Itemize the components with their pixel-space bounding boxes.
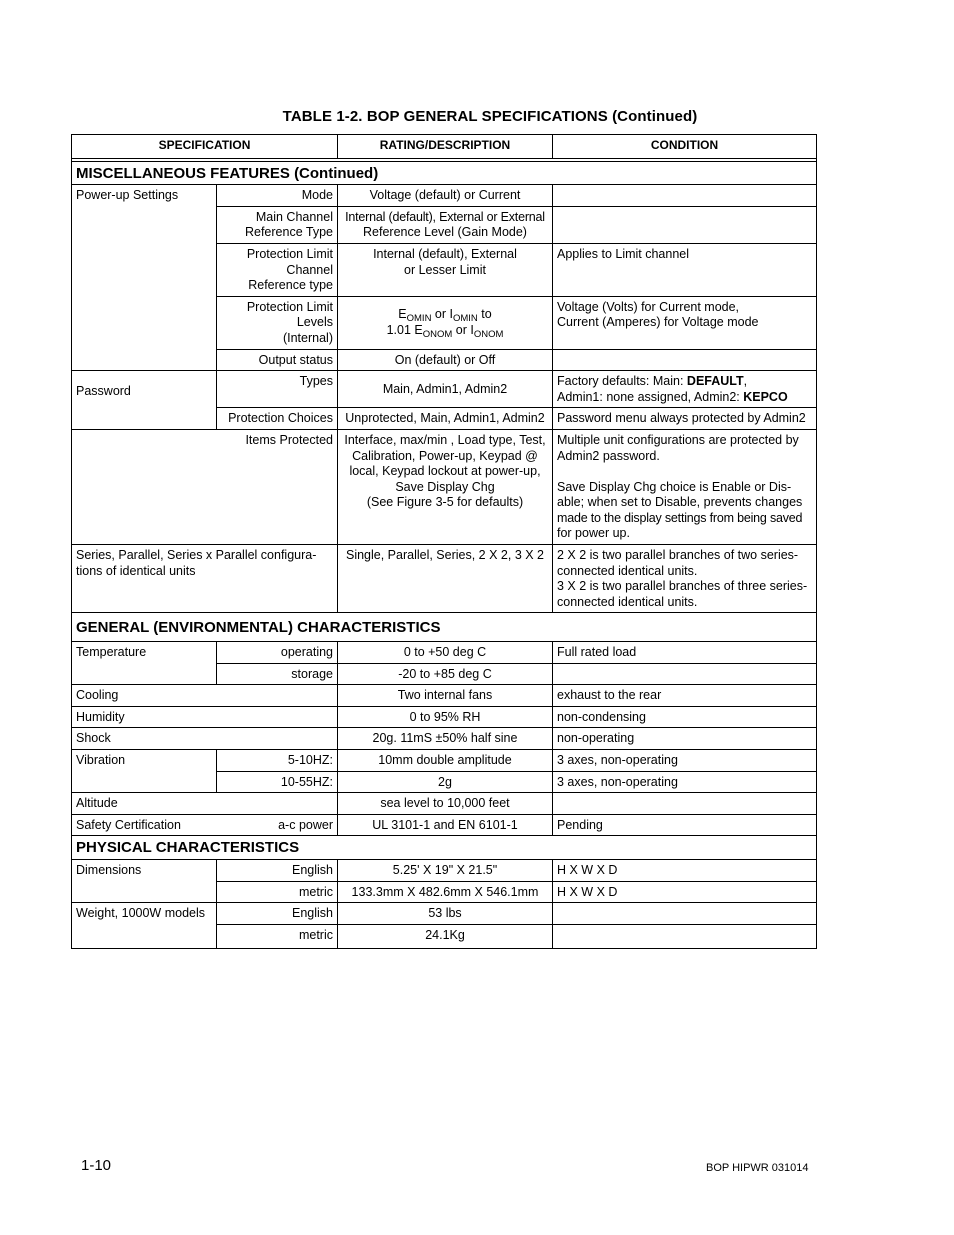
- cond-prot-choices: Password menu always protected by Admin2: [553, 408, 817, 430]
- cond-humidity: non-condensing: [553, 706, 817, 728]
- section-general: [72, 613, 817, 642]
- text-line: (Internal): [282, 330, 333, 345]
- rating-shock: 20g. 11mS ±50% half sine: [338, 728, 553, 750]
- cond-operating: Full rated load: [553, 642, 817, 664]
- text-line: Levels: [296, 315, 333, 330]
- spec-mode: Mode: [217, 185, 338, 207]
- text: E: [398, 306, 407, 321]
- spec-types: Types: [217, 371, 338, 408]
- spec-wt-metric: metric: [217, 924, 338, 949]
- section-misc: [72, 161, 817, 185]
- subscript: ONOM: [422, 329, 453, 341]
- rating-safety: UL 3101-1 and EN 6101-1: [338, 814, 553, 836]
- cond-cooling: exhaust to the rear: [553, 685, 817, 707]
- text-line: Admin2 password.: [557, 448, 660, 463]
- default-password: DEFAULT: [686, 374, 744, 389]
- spec-temperature: Temperature: [72, 642, 217, 685]
- text-line: Multiple unit configurations are protected by: [557, 432, 799, 447]
- text-line: 3 X 2 is two parallel branches of three series-: [557, 579, 808, 594]
- cond-altitude: [553, 793, 817, 815]
- spec-power-up: Power-up Settings: [72, 185, 217, 371]
- table-row: [72, 793, 817, 815]
- text-line: Voltage (Volts) for Current mode,: [557, 299, 740, 314]
- spec-output-status: Output status: [217, 349, 338, 371]
- text-line: made to the display settings from being saved: [557, 510, 803, 525]
- spec-items-protected: Items Protected: [72, 429, 338, 544]
- text-line: [557, 374, 812, 390]
- cond-series: [553, 545, 817, 613]
- cond-shock: non-operating: [553, 728, 817, 750]
- text: or I: [452, 323, 474, 338]
- spec-shock: Shock: [72, 728, 338, 750]
- rating-types: Main, Admin1, Admin2: [338, 371, 553, 408]
- header-condition: CONDITION: [553, 135, 817, 159]
- rating-wt-english: 53 lbs: [338, 903, 553, 925]
- rating-main-ref: [338, 206, 553, 243]
- spec-main-ref: [217, 206, 338, 243]
- spec-altitude: Altitude: [72, 793, 338, 815]
- table-row: [72, 642, 817, 664]
- cond-vib1: 3 axes, non-operating: [553, 750, 817, 772]
- spec-password: Password: [72, 371, 217, 430]
- cond-output-status: [553, 349, 817, 371]
- cond-safety: Pending: [553, 814, 817, 836]
- subscript: OMIN: [406, 312, 432, 324]
- spec-operating: operating: [217, 642, 338, 664]
- table-row: [72, 706, 817, 728]
- table-row: [72, 728, 817, 750]
- text-line: or Lesser Limit: [404, 262, 486, 277]
- rating-prot-levels: [338, 296, 553, 349]
- table-row: [72, 371, 817, 408]
- text-line: Main Channel: [255, 209, 333, 224]
- text: to: [477, 306, 492, 321]
- text-line: tions of identical units: [76, 563, 196, 578]
- table-row: [72, 814, 817, 836]
- cond-prot-ref: Applies to Limit channel: [553, 243, 817, 296]
- cond-vib2: 3 axes, non-operating: [553, 771, 817, 793]
- text-line: Calibration, Power-up, Keypad @: [352, 448, 538, 463]
- cond-main-ref: [553, 206, 817, 243]
- rating-humidity: 0 to 95% RH: [338, 706, 553, 728]
- section-physical: [72, 836, 817, 860]
- spec-vibration: Vibration: [72, 750, 217, 793]
- cond-wt-metric: [553, 924, 817, 949]
- rating-mode: Voltage (default) or Current: [338, 185, 553, 207]
- header-specification: SPECIFICATION: [72, 135, 338, 159]
- rating-prot-choices: Unprotected, Main, Admin1, Admin2: [338, 408, 553, 430]
- table-row: [72, 545, 817, 613]
- text-line: Internal (default), External or External: [345, 209, 545, 224]
- cond-prot-levels: [553, 296, 817, 349]
- spec-dim-english: English: [217, 859, 338, 881]
- rating-dim-english: 5.25' X 19" X 21.5": [338, 859, 553, 881]
- spec-wt-english: English: [217, 903, 338, 925]
- text: Admin1: none assigned, Admin2:: [557, 389, 744, 404]
- table-row: [72, 185, 817, 207]
- cond-dim-english: H X W X D: [553, 859, 817, 881]
- spec-safety: Safety Certification: [72, 814, 217, 836]
- section-title: MISCELLANEOUS FEATURES (Continued): [72, 161, 817, 185]
- cond-wt-english: [553, 903, 817, 925]
- spec-weight: Weight, 1000W models: [72, 903, 217, 949]
- text-line: Series, Parallel, Series x Parallel configura-: [76, 548, 317, 563]
- spec-safety-sub: a-c power: [217, 814, 338, 836]
- spec-prot-ref: [217, 243, 338, 296]
- section-title: GENERAL (ENVIRONMENTAL) CHARACTERISTICS: [72, 613, 817, 642]
- spec-dimensions: Dimensions: [72, 859, 217, 902]
- table-row: [72, 685, 817, 707]
- text-line: Reference type: [248, 278, 333, 293]
- spec-prot-choices: Protection Choices: [217, 408, 338, 430]
- cond-types: [553, 371, 817, 408]
- cond-mode: [553, 185, 817, 207]
- spec-vib2: 10-55HZ:: [217, 771, 338, 793]
- text-line: Protection Limit Channel: [246, 246, 333, 277]
- section-title: PHYSICAL CHARACTERISTICS: [72, 836, 817, 860]
- text: ,: [743, 374, 748, 389]
- table-row: [72, 859, 817, 881]
- text-line: 2 X 2 is two parallel branches of two series-: [557, 548, 799, 563]
- subscript: OMIN: [452, 312, 478, 324]
- spec-vib1: 5-10HZ:: [217, 750, 338, 772]
- table-row: [72, 750, 817, 772]
- text-line: Save Display Chg choice is Enable or Dis-: [557, 479, 792, 494]
- text-line: [557, 390, 812, 406]
- text-line: Reference Type: [244, 225, 333, 240]
- text-line: [557, 464, 812, 480]
- doc-id: BOP HIPWR 031014: [706, 1162, 809, 1174]
- cond-items-protected: [553, 429, 817, 544]
- spec-cooling: Cooling: [72, 685, 338, 707]
- rating-operating: 0 to +50 deg C: [338, 642, 553, 664]
- text-line: connected identical units.: [557, 563, 698, 578]
- text: or I: [431, 306, 453, 321]
- text-line: Save Display Chg: [395, 479, 495, 494]
- text-line: for power up.: [557, 526, 630, 541]
- cond-dim-metric: H X W X D: [553, 881, 817, 903]
- text-line: [342, 323, 548, 340]
- table-row: [72, 903, 817, 925]
- cond-storage: [553, 663, 817, 685]
- header-rating: RATING/DESCRIPTION: [338, 135, 553, 159]
- page-number: 1-10: [81, 1157, 112, 1174]
- rating-series: Single, Parallel, Series, 2 X 2, 3 X 2: [338, 545, 553, 613]
- spec-humidity: Humidity: [72, 706, 338, 728]
- text-line: connected identical units.: [557, 594, 698, 609]
- text-line: able; when set to Disable, prevents changes: [557, 495, 803, 510]
- rating-vib1: 10mm double amplitude: [338, 750, 553, 772]
- text-line: [342, 307, 548, 324]
- rating-storage: -20 to +85 deg C: [338, 663, 553, 685]
- spec-prot-levels: [217, 296, 338, 349]
- text-line: Current (Amperes) for Voltage mode: [557, 315, 759, 330]
- rating-cooling: Two internal fans: [338, 685, 553, 707]
- admin2-password: KEPCO: [743, 389, 788, 404]
- subscript: ONOM: [473, 329, 504, 341]
- rating-altitude: sea level to 10,000 feet: [338, 793, 553, 815]
- text-line: local, Keypad lockout at power-up,: [349, 464, 541, 479]
- text: 1.01 E: [386, 323, 423, 338]
- rating-output-status: On (default) or Off: [338, 349, 553, 371]
- rating-vib2: 2g: [338, 771, 553, 793]
- text-line: Reference Level (Gain Mode): [363, 225, 527, 240]
- text-line: Protection Limit: [246, 299, 333, 314]
- spec-table: [71, 134, 817, 949]
- table-title: TABLE 1-2. BOP GENERAL SPECIFICATIONS (Continued): [282, 108, 698, 125]
- rating-dim-metric: 133.3mm X 482.6mm X 546.1mm: [338, 881, 553, 903]
- rating-prot-ref: [338, 243, 553, 296]
- text-line: Internal (default), External: [373, 246, 517, 261]
- text: Factory defaults: Main:: [557, 374, 687, 389]
- text-line: (See Figure 3-5 for defaults): [366, 495, 524, 510]
- table-row: [72, 429, 817, 544]
- spec-dim-metric: metric: [217, 881, 338, 903]
- header-row: [72, 135, 817, 159]
- rating-items-protected: [338, 429, 553, 544]
- text-line: Interface, max/min , Load type, Test,: [344, 432, 546, 447]
- spec-series: [72, 545, 338, 613]
- spec-storage: storage: [217, 663, 338, 685]
- rating-wt-metric: 24.1Kg: [338, 924, 553, 949]
